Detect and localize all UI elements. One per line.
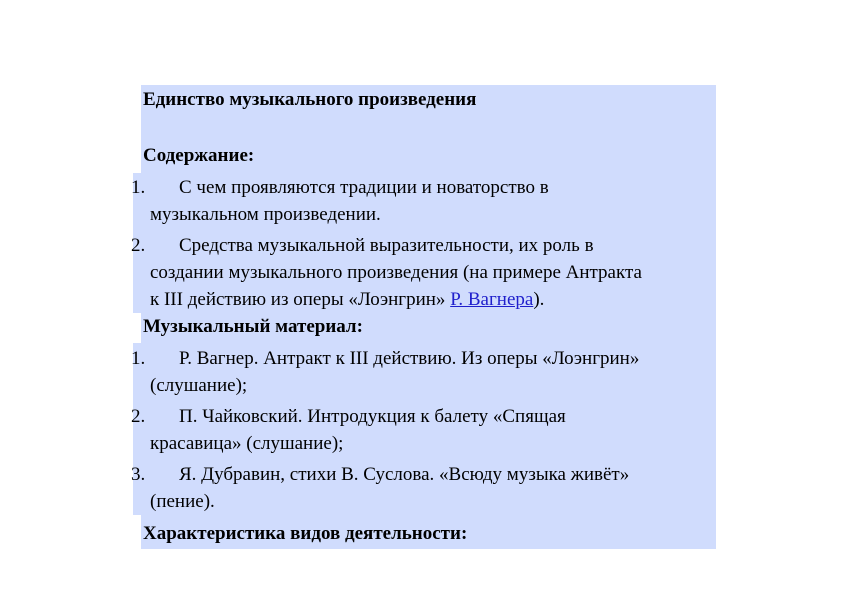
content-item-2-number: 2. (131, 235, 146, 256)
content-item-2-line3 (150, 288, 544, 311)
material-item-1-number: 1. (131, 348, 146, 369)
content-item-1-number: 1. (131, 177, 146, 198)
material-item-1-line2: (слушание); (150, 375, 248, 396)
content-heading: Содержание: (143, 145, 255, 166)
material-item-3-line2: (пение). (150, 491, 215, 512)
content-item-1-line1: С чем проявляются традиции и новаторство в (179, 177, 549, 198)
activities-heading: Характеристика видов деятельности: (143, 523, 468, 544)
material-item-3-number: 3. (131, 464, 146, 485)
material-heading: Музыкальный материал: (143, 316, 363, 337)
document-title: Единство музыкального произведения (143, 89, 477, 110)
material-item-2-line2: красавица» (слушание); (150, 433, 344, 454)
content-item-2-line2: создании музыкального произведения (на примере Антракта (150, 262, 642, 283)
content-item-2-line1: Средства музыкальной выразительности, их роль в (179, 235, 594, 256)
content-item-1-line2: музыкальном произведении. (150, 204, 381, 225)
wagner-link[interactable]: Р. Вагнера (450, 289, 534, 310)
material-item-1-line1: Р. Вагнер. Антракт к III действию. Из оперы «Лоэнгрин» (179, 348, 640, 369)
content-item-2-line3-end: ). (533, 289, 545, 310)
material-item-2-line1: П. Чайковский. Интродукция к балету «Спящая (179, 406, 566, 427)
content-item-2-line3-text: к III действию из оперы «Лоэнгрин» (150, 289, 451, 310)
material-item-2-number: 2. (131, 406, 146, 427)
material-item-3-line1: Я. Дубравин, стихи В. Суслова. «Всюду музыка живёт» (179, 464, 630, 485)
